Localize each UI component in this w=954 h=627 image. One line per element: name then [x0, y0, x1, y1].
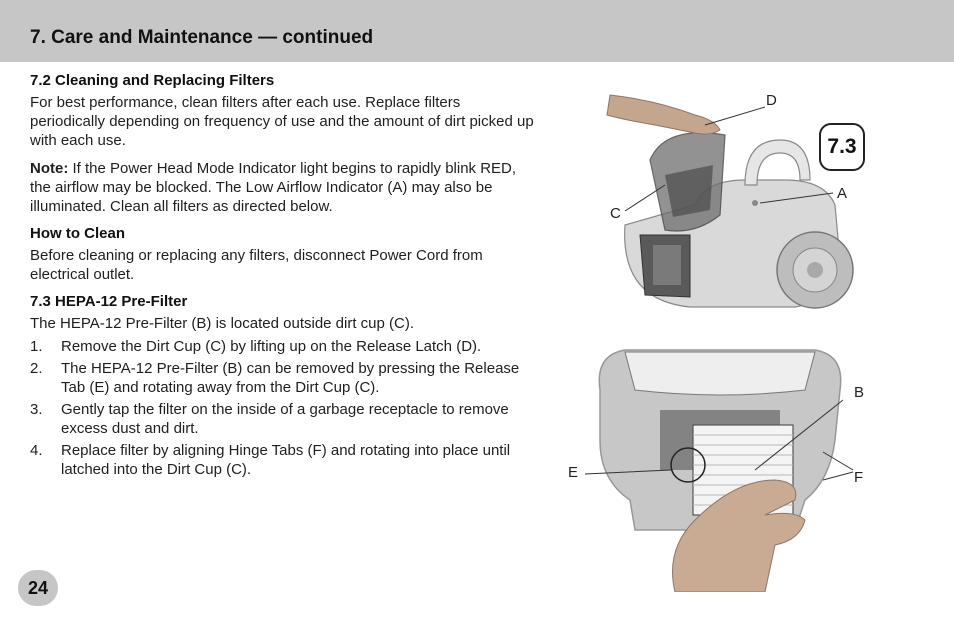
prefilter-intro: The HEPA-12 Pre-Filter (B) is located outside dirt cup (C).: [30, 315, 415, 332]
page-title: 7. Care and Maintenance — continued: [30, 27, 374, 48]
note-text: If the Power Head Mode Indicator light begins to rapidly blink RED, the airflow may be blocked. The Low Airflow Indicator (A) may also be illuminated. Clean all filters as directed below.: [30, 160, 517, 215]
filters-paragraph: For best performance, clean filters after each use. Replace filters periodically depending on frequency of use and the amount of dirt picked up with each use.: [30, 94, 534, 149]
step-number: 1.: [30, 338, 43, 355]
section-heading-filters: 7.2 Cleaning and Replacing Filters: [30, 72, 275, 89]
step-number: 2.: [30, 360, 43, 377]
list-item: [30, 400, 535, 438]
note-paragraph: [30, 159, 535, 216]
step-text: Gently tap the filter on the inside of a garbage receptacle to remove excess dust and dirt.: [61, 401, 509, 437]
callout-b: B: [854, 384, 865, 401]
step-number: 3.: [30, 401, 43, 418]
section-heading-prefilter: 7.3 HEPA-12 Pre-Filter: [30, 293, 188, 310]
callout-a: A: [837, 185, 848, 202]
figure1-callout-lines: [595, 85, 885, 325]
step-text: Replace filter by aligning Hinge Tabs (F) and rotating into place until latched into the Dirt Cup (C).: [61, 442, 511, 478]
callout-e: E: [568, 464, 579, 481]
how-to-clean-paragraph: Before cleaning or replacing any filters, disconnect Power Cord from electrical outlet.: [30, 247, 483, 283]
callout-f: F: [854, 469, 864, 486]
step-text: The HEPA-12 Pre-Filter (B) can be removed by pressing the Release Tab (E) and rotating away from the Dirt Cup (C).: [61, 360, 520, 396]
list-item: [30, 441, 535, 479]
page-number-badge: [18, 570, 58, 606]
list-item: [30, 359, 535, 397]
figure-label: 7.3: [819, 123, 865, 171]
callout-c: C: [610, 205, 621, 222]
callout-d: D: [766, 92, 777, 109]
page-header: [0, 0, 954, 62]
steps-list: [30, 337, 535, 479]
note-label: Note:: [30, 160, 69, 177]
list-item: [30, 337, 535, 356]
page-number: 24: [27, 577, 49, 598]
section-heading-how-to-clean: How to Clean: [30, 225, 126, 242]
step-number: 4.: [30, 442, 43, 459]
main-content: [30, 72, 535, 482]
step-text: Remove the Dirt Cup (C) by lifting up on the Release Latch (D).: [61, 338, 482, 355]
figure2-callout-lines: [565, 330, 875, 592]
